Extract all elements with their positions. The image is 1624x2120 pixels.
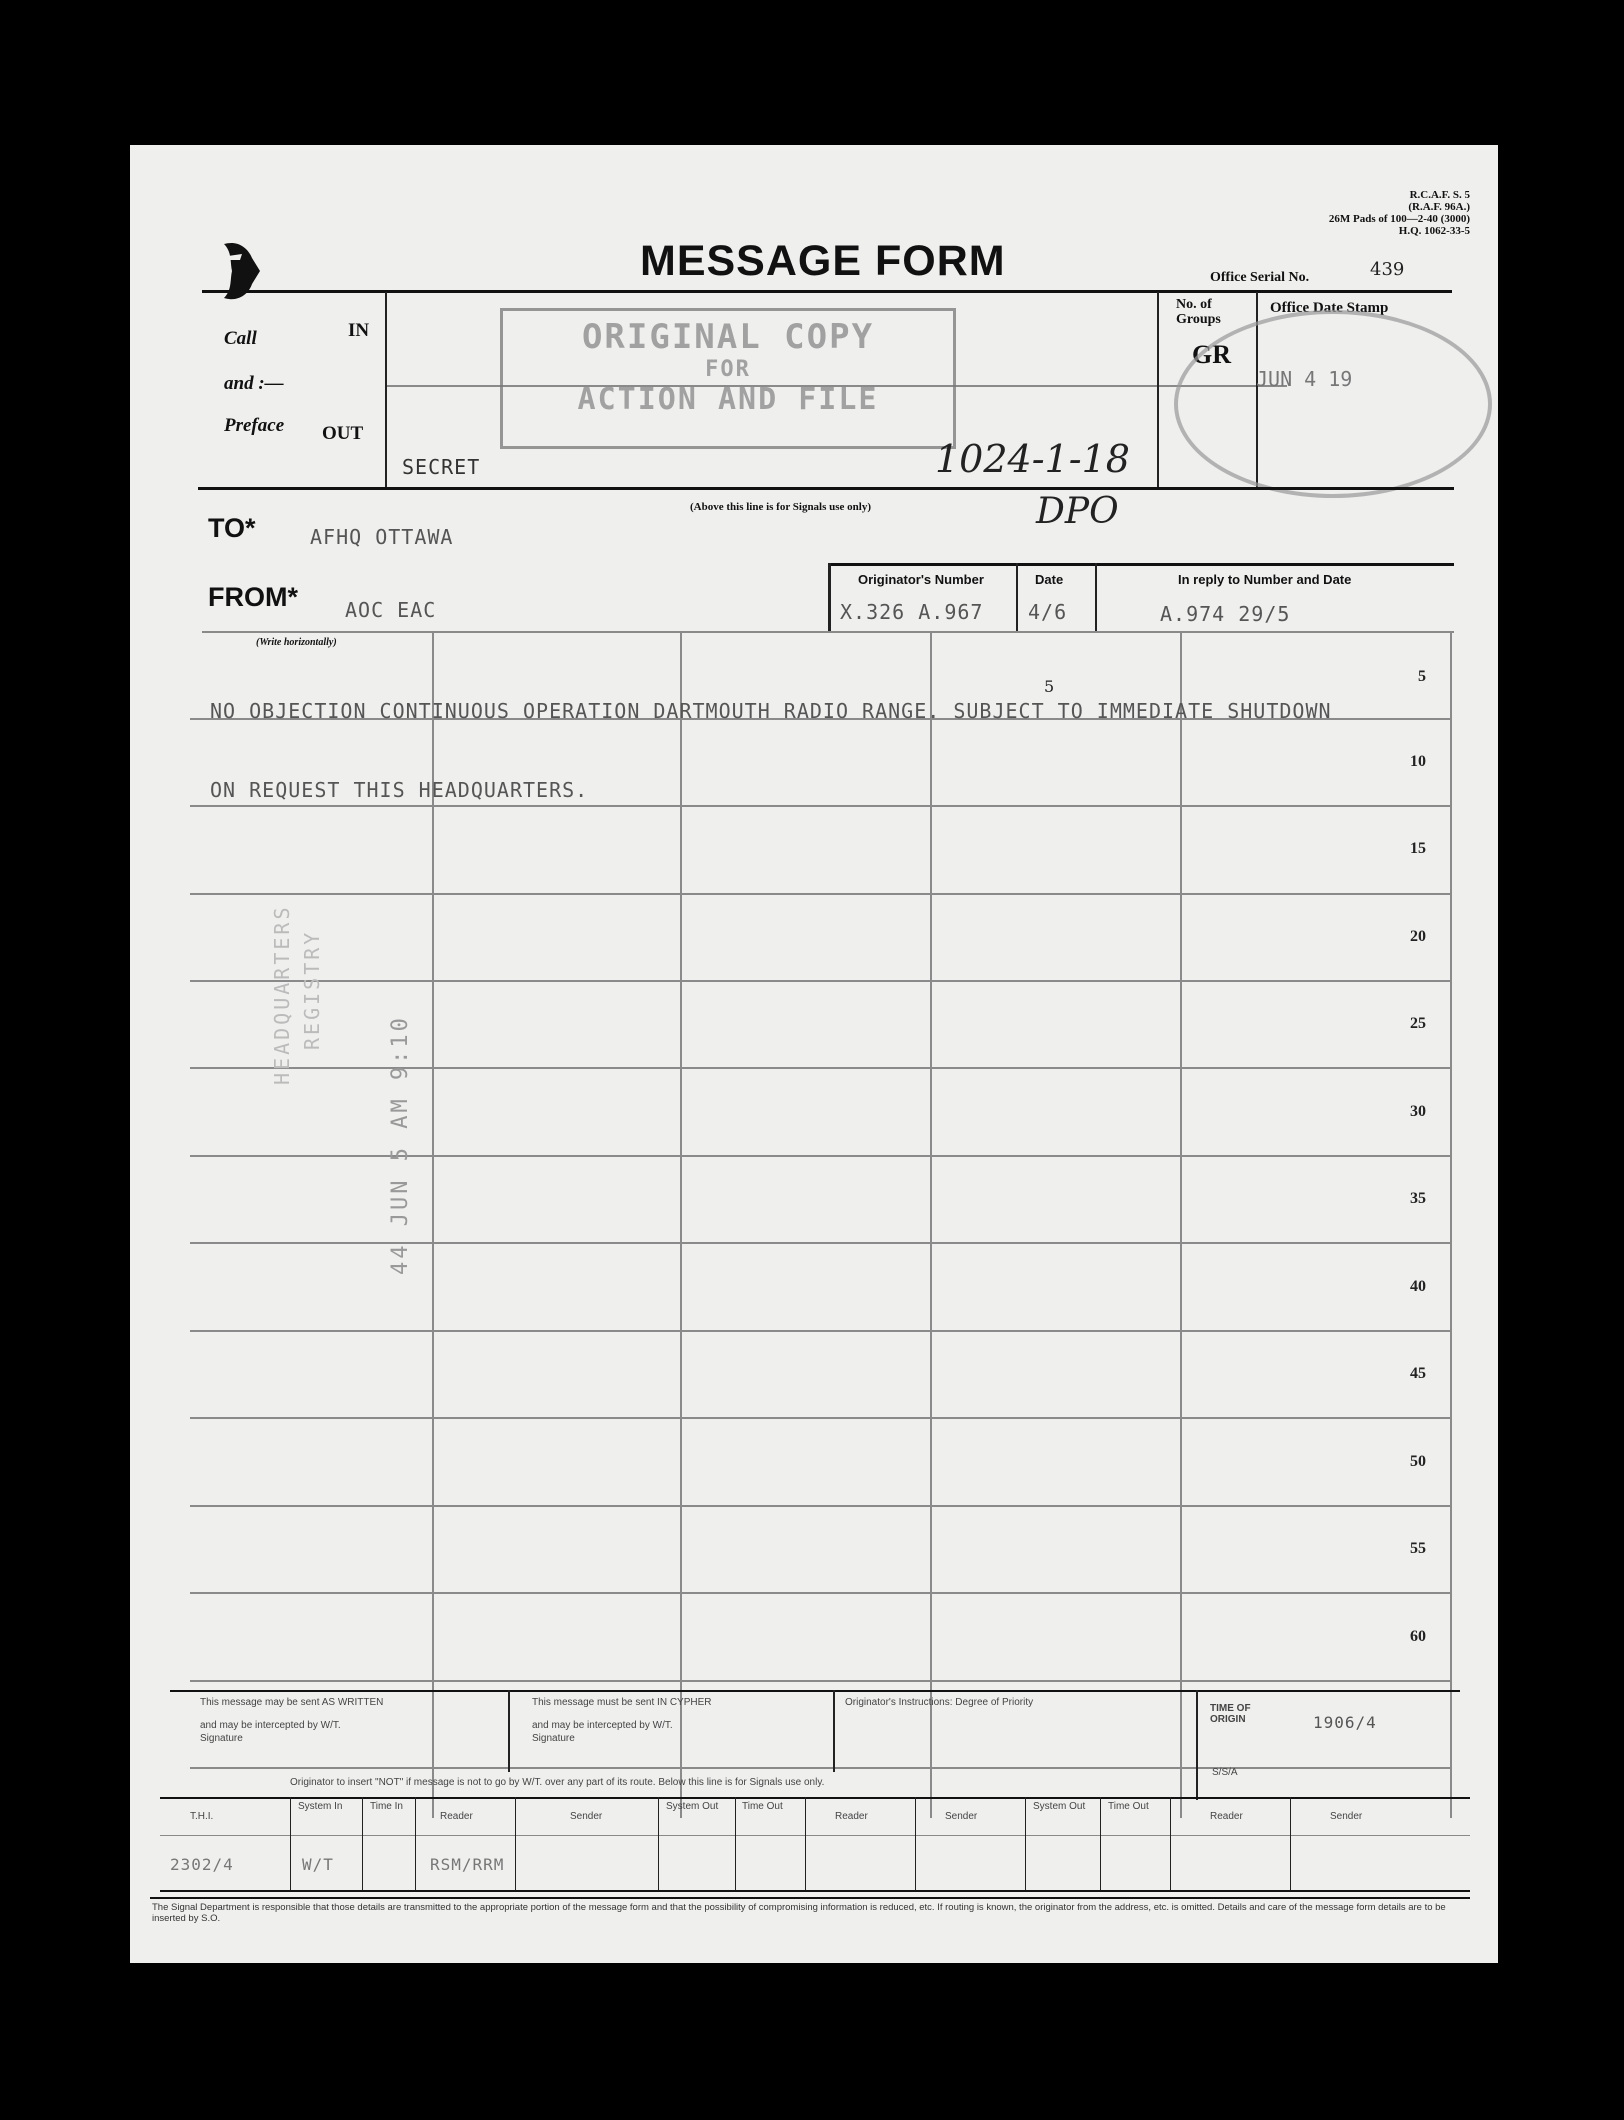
office-serial-value: 439 <box>1370 259 1405 280</box>
signals-rule <box>198 487 1454 490</box>
rule <box>290 1797 291 1890</box>
rule <box>833 1690 835 1772</box>
line-number: 30 <box>1410 1103 1426 1120</box>
date-stamp-text: JUN 4 19 <box>1256 367 1353 391</box>
office-date-stamp <box>1174 310 1492 498</box>
groups-value: GR <box>1192 340 1231 369</box>
grid-column <box>432 633 434 1818</box>
line-number: 15 <box>1410 840 1426 857</box>
time-of-origin-sub: S/S/A <box>1212 1767 1238 1778</box>
log-header: Reader <box>835 1811 868 1822</box>
line-number: 40 <box>1410 1278 1426 1295</box>
out-label: OUT <box>322 423 364 444</box>
rule <box>1095 563 1097 631</box>
line-number: 5 <box>1418 668 1426 685</box>
rule <box>735 1797 736 1890</box>
grid-row <box>190 1330 1452 1332</box>
classification: SECRET <box>402 455 481 479</box>
rule <box>828 563 831 631</box>
rule <box>658 1797 659 1890</box>
not-note: Originator to insert "NOT" if message is not to go by W/T. over any part of its route. Below this line is for Signals use only. <box>290 1777 825 1788</box>
body-mark: 5 <box>1044 677 1055 696</box>
rule <box>515 1797 516 1890</box>
grid-row <box>190 1417 1452 1419</box>
footer-rule <box>170 1690 1460 1692</box>
message-form-sheet <box>130 145 1498 1963</box>
log-value: RSM/RRM <box>430 1855 505 1874</box>
rule <box>1290 1797 1291 1890</box>
originators-instructions-label: Originator's Instructions: Degree of Priority <box>845 1697 1034 1708</box>
log-header: Sender <box>570 1811 603 1822</box>
log-header: Reader <box>1210 1811 1243 1822</box>
line-number: 45 <box>1410 1365 1426 1382</box>
ref-line: R.C.A.F. S. 5 <box>1409 189 1470 201</box>
line-number: 10 <box>1410 753 1426 770</box>
call-label: Call <box>224 328 257 349</box>
ref-line: 26M Pads of 100—2-40 (3000) <box>1328 213 1470 225</box>
log-header: System In <box>298 1801 343 1812</box>
rule <box>828 563 1454 566</box>
line-number: 50 <box>1410 1453 1426 1470</box>
grid-row <box>190 1592 1452 1594</box>
log-header: Time In <box>370 1801 403 1812</box>
log-header: Time Out <box>742 1801 783 1812</box>
grid-column <box>930 633 932 1818</box>
originators-number-label: Originator's Number <box>858 572 984 587</box>
stamp-line: FOR <box>705 357 751 382</box>
from-label: FROM* <box>208 582 298 612</box>
rule <box>915 1797 916 1890</box>
page-title: MESSAGE FORM <box>640 237 1006 285</box>
log-rule <box>150 1897 1470 1899</box>
preface-label: Preface <box>224 415 285 436</box>
grid-column <box>1180 633 1182 1818</box>
grid-column <box>1450 633 1452 1818</box>
time-of-origin-label: TIME OF ORIGIN <box>1210 1703 1251 1725</box>
grid-row <box>190 1680 1452 1682</box>
log-header: T.H.I. <box>190 1811 214 1822</box>
signal-department-note: The Signal Department is responsible that those details are transmitted to the appropriate portion of the message form and that the possibility of compromising information is reduced, etc. If routing is known, the originator from the address, etc. is omitted. Details and care of the message form details are to be inserted by S.O. <box>152 1902 1446 1924</box>
message-body-line: NO OBJECTION CONTINUOUS OPERATION DARTMOUTH RADIO RANGE. SUBJECT TO IMMEDIATE SHUTDOWN <box>210 699 1332 723</box>
date-value: 4/6 <box>1028 600 1068 624</box>
rule <box>1170 1797 1171 1890</box>
line-number: 55 <box>1410 1540 1426 1557</box>
rule <box>1016 563 1018 631</box>
stamp-line: ACTION AND FILE <box>577 382 879 417</box>
office-date-stamp-label: Office Date Stamp <box>1270 300 1389 316</box>
line-number: 20 <box>1410 928 1426 945</box>
registry-stamp-line: 44 JUN 5 AM 9:10 <box>388 1015 413 1275</box>
line-number: 35 <box>1410 1190 1426 1207</box>
log-header: Reader <box>440 1811 473 1822</box>
from-value: AOC EAC <box>345 598 437 622</box>
to-label: TO* <box>208 513 256 543</box>
to-value: AFHQ OTTAWA <box>310 525 454 549</box>
rule <box>805 1797 806 1890</box>
registry-stamp-line: REGISTRY <box>300 929 324 1050</box>
grid-row <box>190 805 1452 807</box>
grid-row <box>190 1505 1452 1507</box>
registry-stamp-line: HEADQUARTERS <box>270 904 294 1085</box>
rule <box>508 1690 510 1772</box>
rule <box>202 631 1454 633</box>
grid-row <box>190 1155 1452 1157</box>
form-reference <box>1329 189 1470 237</box>
message-body-line: ON REQUEST THIS HEADQUARTERS. <box>210 778 589 802</box>
header-rule <box>202 290 1452 293</box>
write-horizontally-note: (Write horizontally) <box>256 637 337 648</box>
line-number: 25 <box>1410 1015 1426 1032</box>
grid-row <box>190 980 1452 982</box>
grid-row <box>190 893 1452 895</box>
rule <box>415 1797 416 1890</box>
stamp-line: ORIGINAL COPY <box>581 317 875 357</box>
log-header: Time Out <box>1108 1801 1149 1812</box>
if-intercepted-label: and may be intercepted by W/T. <box>532 1720 673 1731</box>
if-liable-label: and may be intercepted by W/T. <box>200 1720 341 1731</box>
rule <box>362 1797 363 1890</box>
in-label: IN <box>348 320 370 341</box>
grid-column <box>680 633 682 1818</box>
log-rule <box>160 1890 1470 1892</box>
ref-line: (R.A.F. 96A.) <box>1408 201 1470 213</box>
file-number: 1024-1-18 <box>935 437 1130 481</box>
rule <box>1157 292 1159 487</box>
in-reply-value: A.974 29/5 <box>1160 602 1291 626</box>
rule <box>1196 1690 1198 1800</box>
log-value: 2302/4 <box>170 1855 234 1874</box>
log-rule <box>160 1835 1470 1836</box>
no-groups-label: No. of Groups <box>1176 297 1221 327</box>
originators-number-value: X.326 A.967 <box>840 600 984 624</box>
signature-label: Signature <box>200 1733 243 1744</box>
in-reply-label: In reply to Number and Date <box>1178 572 1352 587</box>
original-copy-stamp <box>500 308 956 449</box>
log-rule <box>160 1797 1470 1799</box>
grid-row <box>190 1067 1452 1069</box>
log-header: System Out <box>1033 1801 1086 1812</box>
signals-note: (Above this line is for Signals use only) <box>690 501 872 513</box>
log-header: Sender <box>1330 1811 1363 1822</box>
office-serial-label: Office Serial No. <box>1210 270 1310 285</box>
and-label: and :— <box>224 373 284 394</box>
handwritten-dpo: DPO <box>1036 491 1119 532</box>
signature-label: Signature <box>532 1733 575 1744</box>
grid-row <box>190 1242 1452 1244</box>
in-cypher-label: This message must be sent IN CYPHER <box>532 1697 712 1708</box>
log-header: System Out <box>666 1801 719 1812</box>
rule <box>1025 1797 1026 1890</box>
rule <box>1100 1797 1101 1890</box>
date-label: Date <box>1035 572 1064 587</box>
ref-line: H.Q. 1062-33-5 <box>1398 225 1470 237</box>
line-number: 60 <box>1410 1628 1426 1645</box>
grid-row <box>190 1767 1452 1769</box>
rule <box>385 292 387 487</box>
log-value: W/T <box>302 1855 334 1874</box>
as-written-label: This message may be sent AS WRITTEN <box>200 1697 384 1708</box>
log-header: Sender <box>945 1811 978 1822</box>
time-of-origin-value: 1906/4 <box>1313 1713 1377 1732</box>
